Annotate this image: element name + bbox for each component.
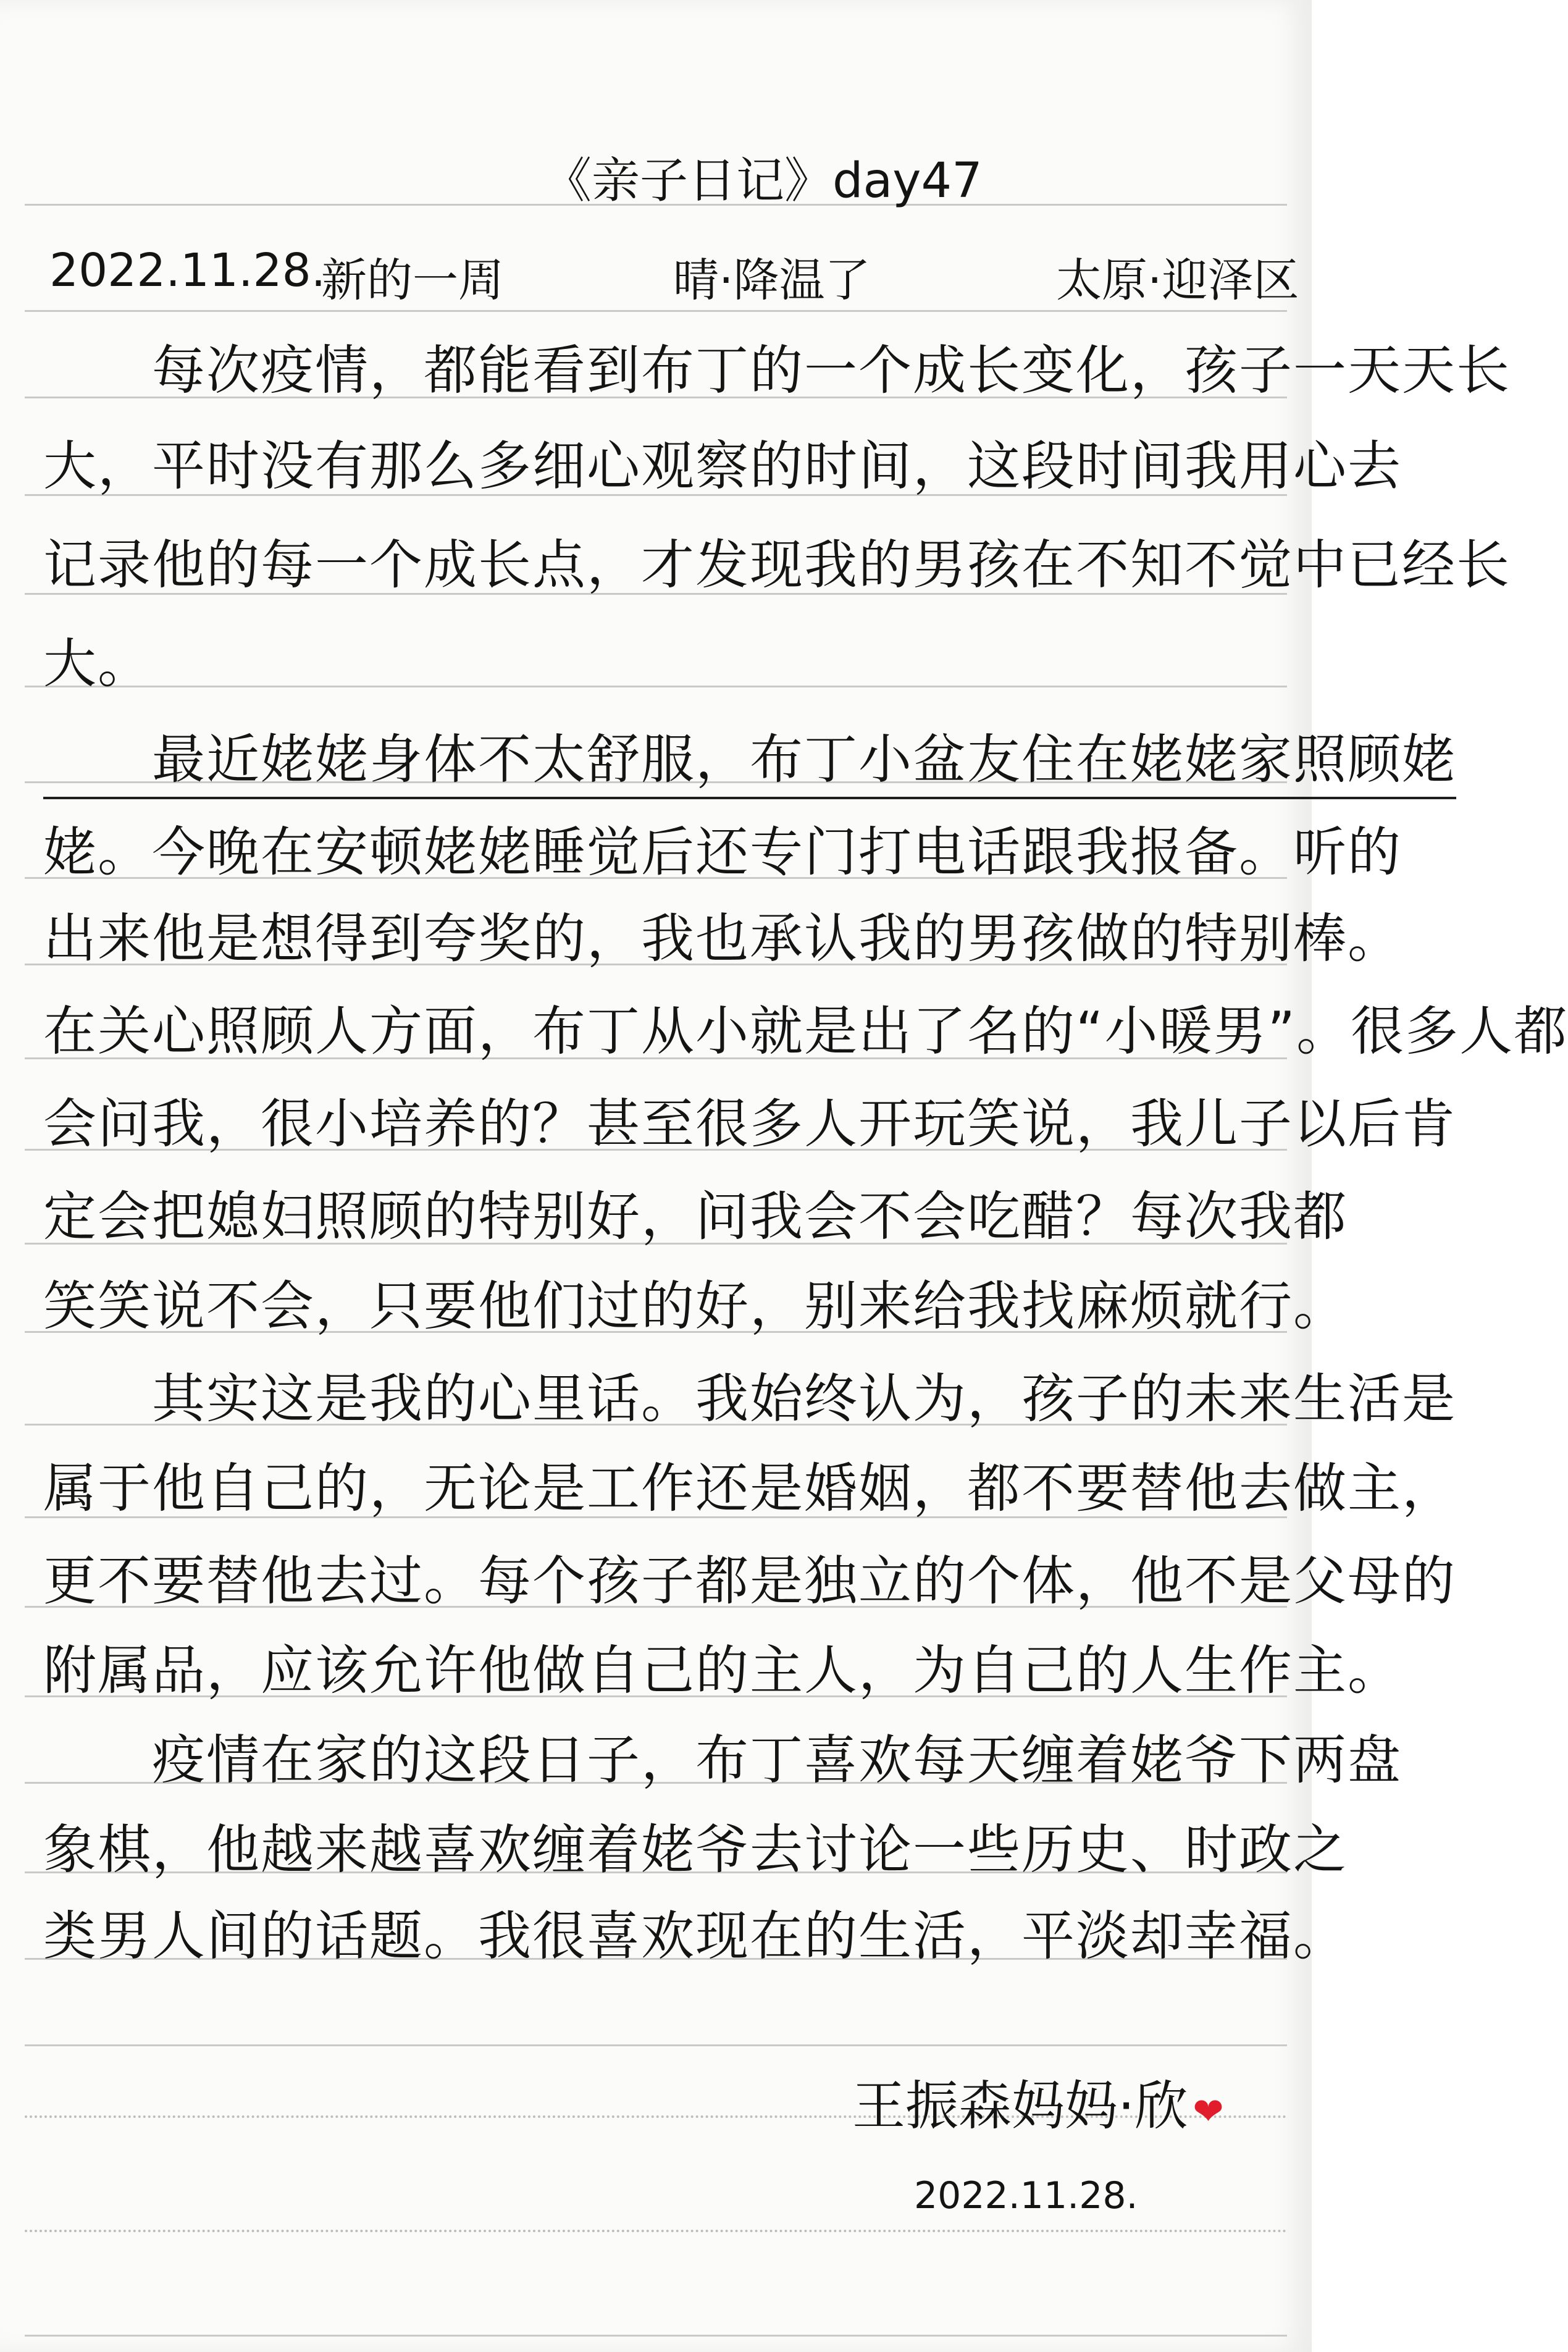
text-line: 会问我，很小培养的？甚至很多人开玩笑说，我儿子以后肯 <box>43 1093 1456 1155</box>
text-line: 更不要替他去过。每个孩子都是独立的个体，他不是父母的 <box>43 1550 1456 1612</box>
text-line: 象棋，他越来越喜欢缠着姥爷去讨论一些历史、时政之 <box>43 1819 1348 1881</box>
text-line: 属于他自己的，无论是工作还是婚姻，都不要替他去做主， <box>43 1458 1456 1519</box>
text-line: 大，平时没有那么多细心观察的时间，这段时间我用心去 <box>43 435 1402 497</box>
text-line: 出来他是想得到夸奖的，我也承认我的男孩做的特别棒。 <box>43 908 1402 970</box>
text-line: 大。 <box>43 633 152 695</box>
text-line: 姥。今晚在安顿姥姥睡觉后还专门打电话跟我报备。听的 <box>43 821 1402 883</box>
text-line: 最近姥姥身体不太舒服，布丁小盆友住在姥姥家照顾姥 <box>43 716 1456 799</box>
signature <box>852 2063 1224 2140</box>
entry-location: 太原·迎泽区 <box>1056 254 1299 307</box>
dotted-line <box>25 2230 1287 2232</box>
text-line: 每次疫情，都能看到布丁的一个成长变化，孩子一天天长 <box>43 340 1511 401</box>
text-line: 在关心照顾人方面，布丁从小就是出了名的“小暖男”。很多人都 <box>43 1001 1568 1062</box>
entry-weather: 晴·降温了 <box>673 254 871 307</box>
text-line: 疫情在家的这段日子，布丁喜欢每天缠着姥爷下两盘 <box>43 1729 1402 1791</box>
diary-title: 《亲子日记》day47 <box>543 153 983 209</box>
text-line: 笑笑说不会，只要他们过的好，别来给我找麻烦就行。 <box>43 1275 1348 1337</box>
signature-date: 2022.11.28. <box>914 2174 1138 2217</box>
text-line: 类男人间的话题。我很喜欢现在的生活，平淡却幸福。 <box>43 1905 1348 1967</box>
heart-icon: ❤ <box>1193 2090 1224 2133</box>
text-line: 附属品，应该允许他做自己的主人，为自己的人生作主。 <box>43 1640 1402 1702</box>
signature-name: 王振森妈妈·欣 <box>852 2075 1188 2137</box>
entry-week: 新的一周 <box>321 254 504 307</box>
ruled-line <box>25 686 1287 687</box>
ruled-line <box>25 2044 1287 2046</box>
ruled-line <box>25 2335 1287 2337</box>
text-line: 记录他的每一个成长点，才发现我的男孩在不知不觉中已经长 <box>43 534 1511 596</box>
ruled-line <box>25 310 1287 312</box>
entry-date: 2022.11.28. <box>49 244 326 297</box>
text-line: 其实这是我的心里话。我始终认为，孩子的未来生活是 <box>43 1368 1456 1430</box>
text-line: 定会把媳妇照顾的特别好，问我会不会吃醋？每次我都 <box>43 1186 1348 1248</box>
